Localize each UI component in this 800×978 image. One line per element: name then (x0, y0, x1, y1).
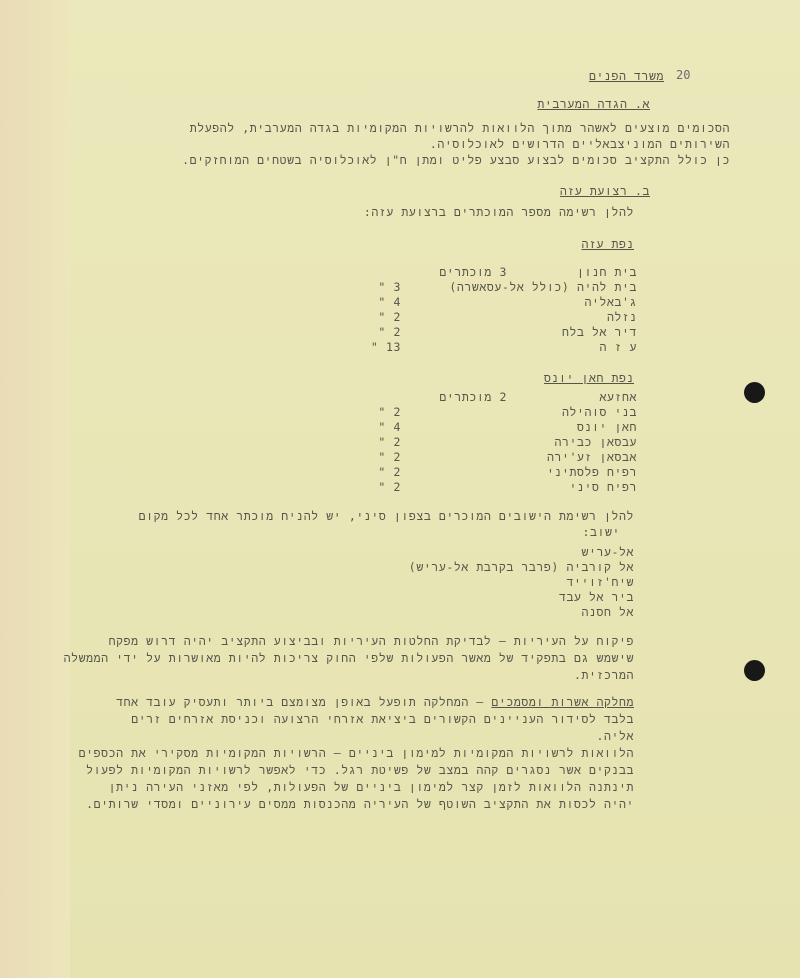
text-line: בלבד לסידור העניינים הקשורים ביציאת אזרחי הרצועה וכניסת אזרחים זרים (131, 712, 634, 726)
list-item (380, 390, 637, 405)
punch-hole-bottom (744, 660, 765, 681)
text-line: בבנקים אשר נסגרים קהה במצב של פשיטת רגל. כדי לאפשר לרשויות המקומיות לפעול (86, 763, 634, 777)
list-item (380, 280, 637, 295)
list-item: אל-עריש (581, 545, 634, 559)
section-a-paragraph (182, 120, 730, 168)
mukhtar-count: 4 " (378, 295, 401, 309)
mukhtar-count: 13 " (370, 340, 401, 354)
punch-hole-top (744, 382, 765, 403)
supervision-paragraph (64, 633, 634, 684)
section-b-heading: ב. רצועת עזה (559, 184, 650, 198)
list-item: שיח'זוייד (566, 575, 634, 589)
place-name: עבסאן כבירה (554, 435, 637, 449)
list-item: אל קורביה (פרבר בקרבת אל-עריש) (408, 560, 634, 574)
place-name: אחזעא (599, 390, 637, 404)
mukhtar-count: 2 " (378, 465, 401, 479)
place-name: רפיח פלסתיני (546, 465, 637, 479)
list-item (380, 465, 637, 480)
list-item (380, 450, 637, 465)
loans-paragraph (79, 745, 634, 813)
section-a-heading: א. הגדה המערבית (537, 97, 650, 111)
text-line: המרכזית. (573, 668, 634, 682)
list-item (380, 480, 637, 495)
gaza-district-heading: נפת עזה (581, 237, 634, 251)
text-line: תינתנה הלוואות לזמן קצר למימון ביניים של הפעולות, לפי מאזני העירה ניתן (108, 780, 634, 794)
sinai-intro (139, 508, 634, 540)
place-name: אבסאן זע'ירה (546, 450, 637, 464)
text-line: שישמש גם בתפקיד של מאשר הפעולות שלפי החוק צריכות להיות מאושרות על ידי הממשלה (63, 651, 634, 665)
text-line: להלן רשימת הישובים המוכרים בצפון סיני, יש להניח מוכתר אחד לכל מקום (138, 509, 634, 523)
mukhtar-count: 2 " (378, 405, 401, 419)
text-line: ישוב: (582, 525, 620, 539)
text-line: כן כולל התקציב סכומים לבצוע סבצע פליט ומתן ח"ן לאוכלוסיה בשטחים המוחזקים. (182, 153, 730, 167)
department-text: – המחלקה תופעל באופן מצומצם ביותר ותעסיק עובד אחד (116, 695, 484, 709)
ministry-title: משרד הפנים (588, 69, 664, 83)
paper-edge (0, 0, 70, 978)
list-item (380, 295, 637, 310)
department-label: מחלקה אשרות ומסמכים (491, 695, 634, 709)
mukhtar-count: 4 " (378, 420, 401, 434)
mukhtar-count: 3 " (378, 280, 401, 294)
place-name: נזלה (606, 310, 637, 324)
list-item (380, 435, 637, 450)
text-line: פיקוח על העיריות – לבדיקת החלטות העיריות ובביצוע התקציב יהיה דרוש מפקח (108, 634, 634, 648)
mukhtar-count: 3 מוכתרים (439, 265, 507, 279)
mukhtar-count: 2 " (378, 325, 401, 339)
text-line (116, 694, 634, 711)
list-item (380, 420, 637, 435)
list-item (380, 310, 637, 325)
place-name: בית להיה (כולל אל-עסאשרה) (449, 280, 637, 294)
gaza-intro: להלן רשימה מספר המוכתרים ברצועת עזה: (363, 205, 634, 219)
list-item (380, 405, 637, 420)
place-name: ע ז ה (599, 340, 637, 354)
place-name: רפיח סיני (569, 480, 637, 494)
text-line: הסכומים מוצעים לאשהר מתוך הלוואות להרשויות המקומיות בגדה המערבית, להפעלת (189, 121, 730, 135)
list-item (370, 340, 637, 355)
text-line: יהיה לכסות את התקציב השוטף של העיריה מהכנסות ממסים עירוניים ומסדי שרותים. (86, 797, 634, 811)
list-item (380, 265, 637, 280)
list-item (380, 325, 637, 340)
departments-paragraph (116, 694, 634, 745)
mukhtar-count: 2 מוכתרים (439, 390, 507, 404)
place-name: ג'באליה (584, 295, 637, 309)
page-number: 20 (676, 68, 691, 82)
list-item: ביר אל עבד (558, 590, 634, 604)
place-name: בני סוהילה (561, 405, 637, 419)
text-line: השירותים המוניצבאליים הדרושים לאוכלוסיה. (429, 137, 730, 151)
mukhtar-count: 2 " (378, 450, 401, 464)
sinai-places-list (409, 545, 634, 620)
list-item: אל חסנה (581, 605, 634, 619)
mukhtar-count: 2 " (378, 435, 401, 449)
text-line: אליה. (596, 729, 634, 743)
place-name: בית חנון (576, 265, 637, 279)
mukhtar-count: 2 " (378, 480, 401, 494)
place-name: דיר אל בלח (561, 325, 637, 339)
text-line: הלוואות לרשויות המקומיות למימון ביניים – הרשויות המקומיות מסקירי את הכספים (78, 746, 634, 760)
mukhtar-count: 2 " (378, 310, 401, 324)
khan-yunis-district-heading: נפת חאן יונס (543, 371, 634, 385)
place-name: חאן יונס (576, 420, 637, 434)
